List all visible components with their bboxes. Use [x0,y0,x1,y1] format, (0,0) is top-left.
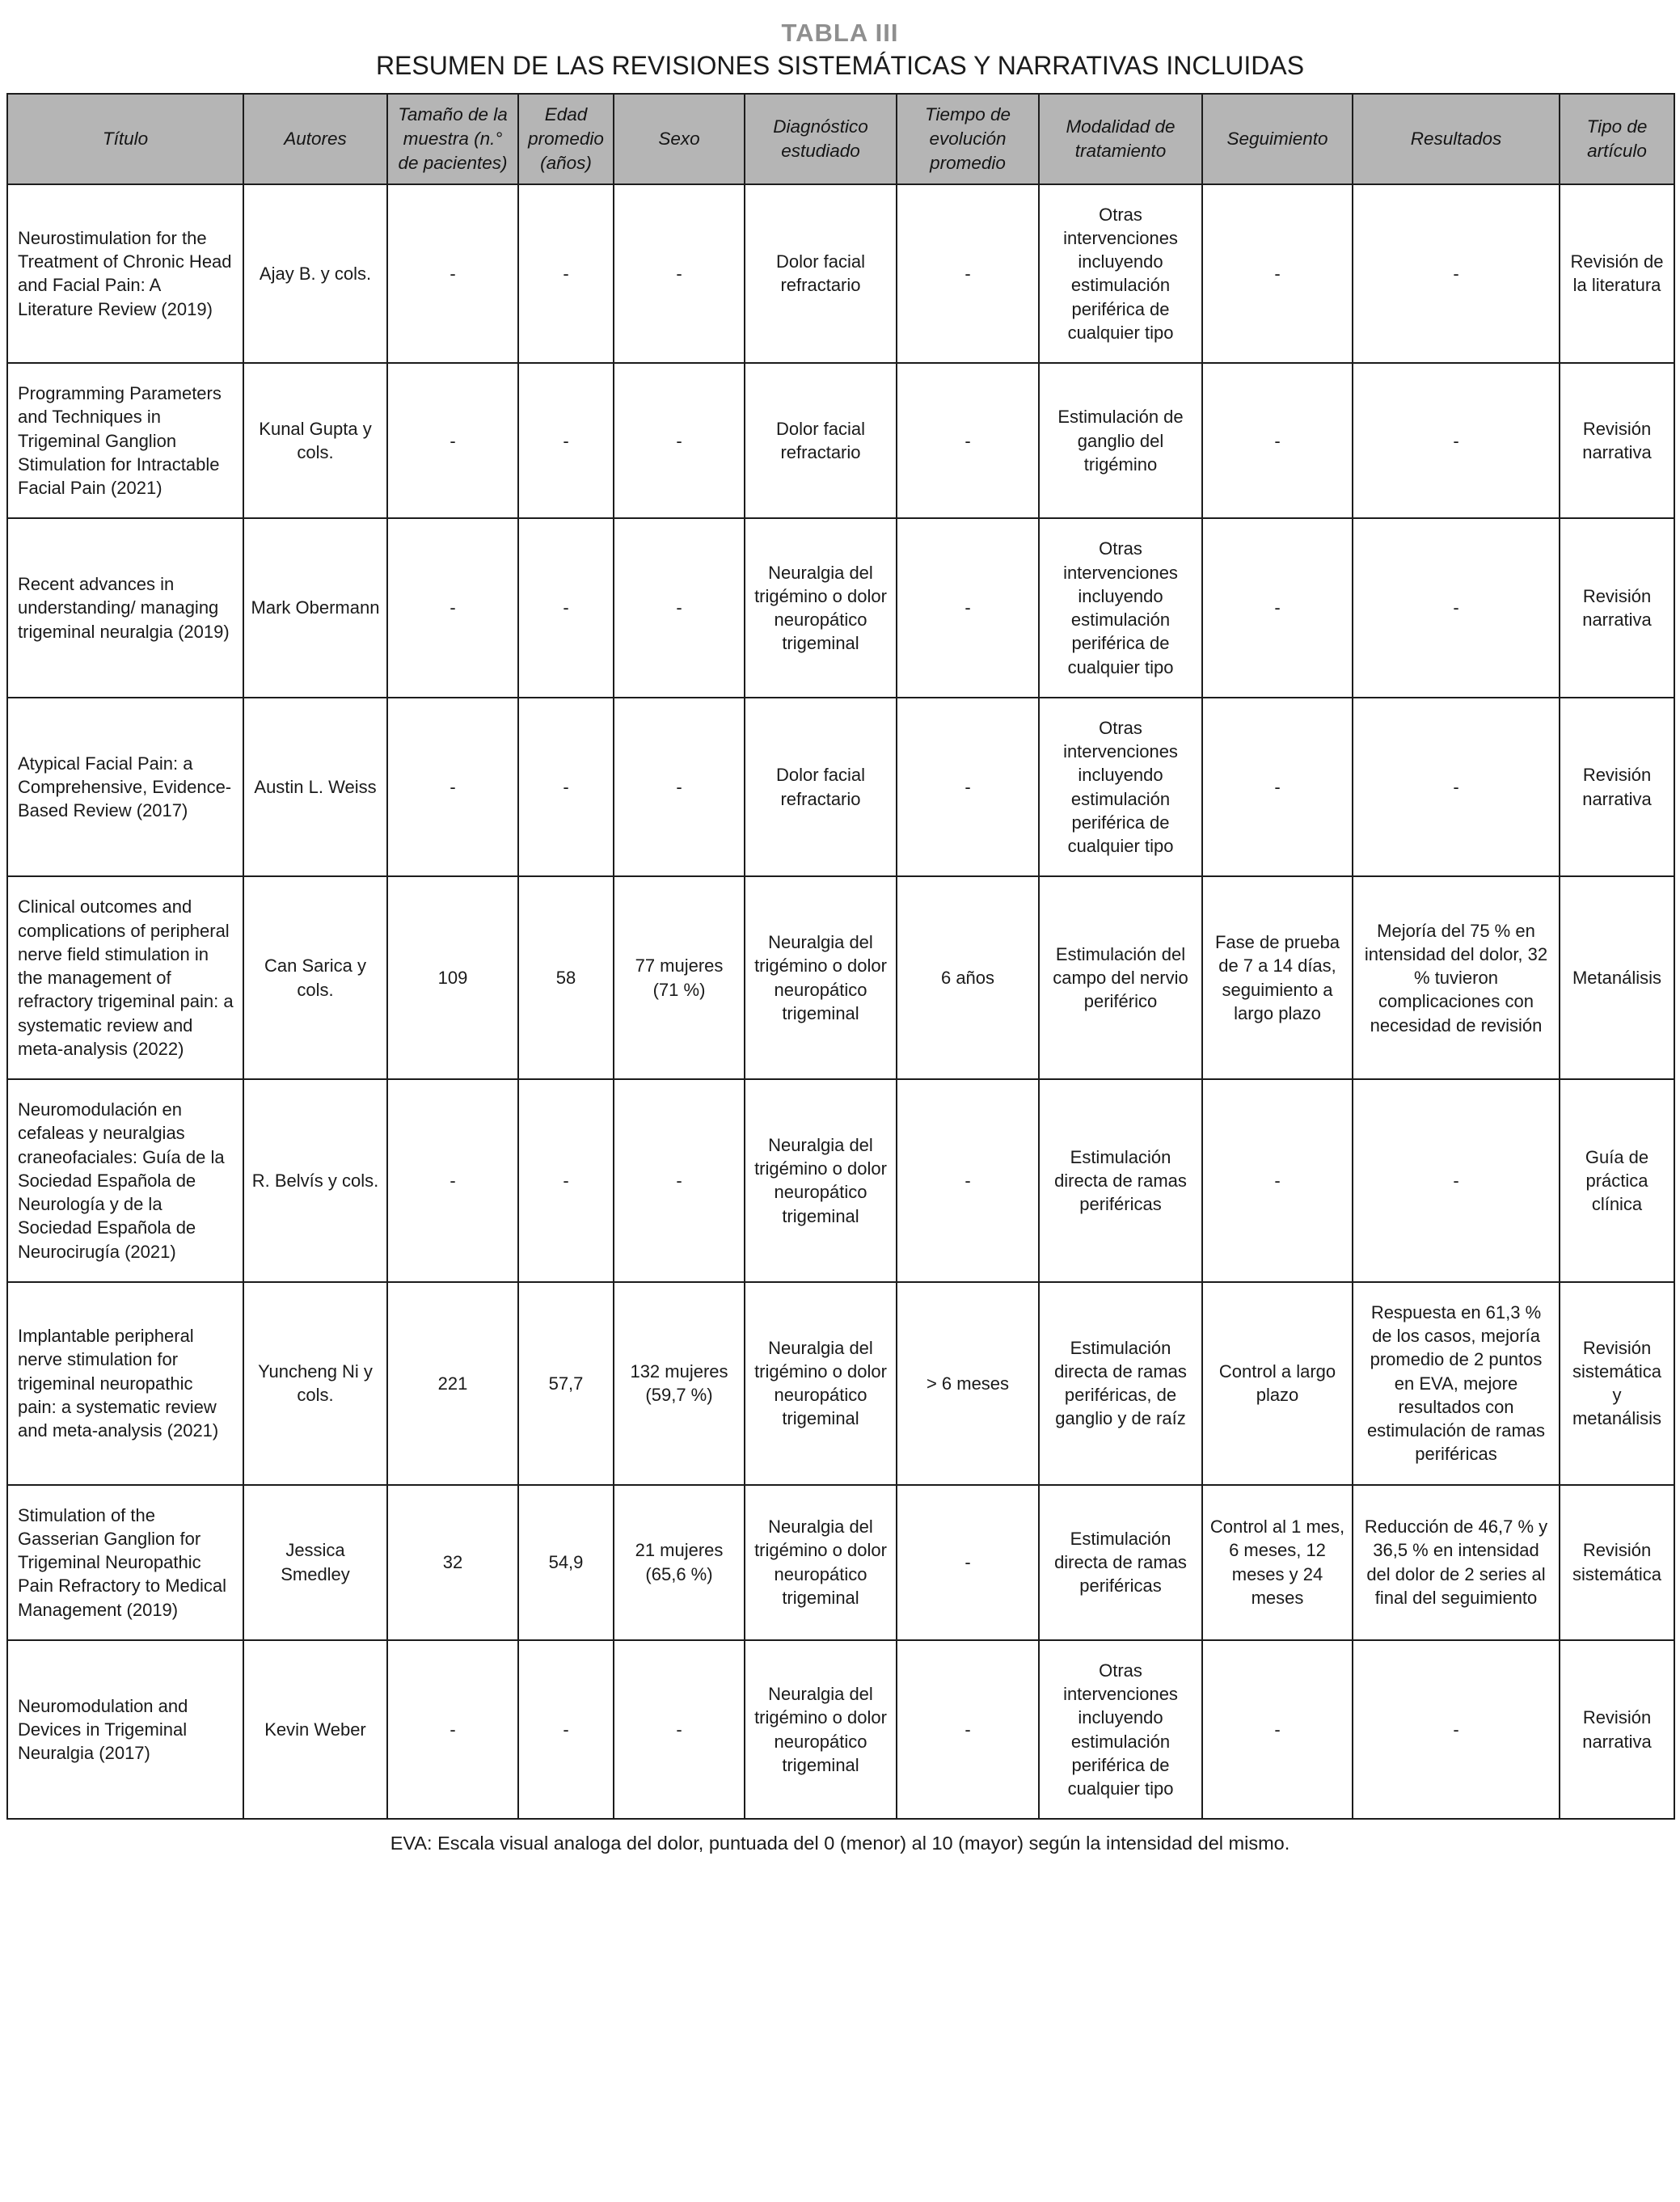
table-cell: Fase de prueba de 7 a 14 días, seguimiento a largo plazo [1202,876,1353,1079]
table-cell: - [1202,184,1353,364]
table-cell: Programming Parameters and Techniques in Trigeminal Ganglion Stimulation for Intractable Facial Pain (2021) [7,363,243,518]
table-cell: Neuralgia del trigémino o dolor neuropático trigeminal [745,1282,897,1485]
table-cell: - [387,1640,518,1820]
table-cell: - [614,363,745,518]
table-cell: - [1202,1079,1353,1282]
table-cell: Austin L. Weiss [243,698,387,877]
table-cell: Control a largo plazo [1202,1282,1353,1485]
column-header: Seguimiento [1202,94,1353,184]
table-cell: Revisión de la literatura [1560,184,1674,364]
table-cell: Kevin Weber [243,1640,387,1820]
table-label: TABLA III [781,19,899,47]
table-cell: - [1353,363,1560,518]
table-cell: 57,7 [518,1282,614,1485]
table-cell: - [387,363,518,518]
title-block [6,18,1674,82]
table-cell: - [897,184,1039,364]
table-cell: Dolor facial refractario [745,698,897,877]
table-cell: Neuralgia del trigémino o dolor neuropático trigeminal [745,1485,897,1640]
table-cell: - [614,518,745,698]
table-cell: Neuromodulation and Devices in Trigeminal Neuralgia (2017) [7,1640,243,1820]
table-cell: Neuralgia del trigémino o dolor neuropático trigeminal [745,1079,897,1282]
table-cell: R. Belvís y cols. [243,1079,387,1282]
table-cell: Otras intervenciones incluyendo estimulación periférica de cualquier tipo [1039,184,1202,364]
table-cell: Otras intervenciones incluyendo estimulación periférica de cualquier tipo [1039,1640,1202,1820]
table-cell: - [1353,184,1560,364]
table-cell: - [518,518,614,698]
table-cell: Stimulation of the Gasserian Ganglion for Trigeminal Neuropathic Pain Refractory to Medical Management (2019) [7,1485,243,1640]
table-row [7,698,1674,877]
table-cell: - [897,1640,1039,1820]
footnote: EVA: Escala visual analoga del dolor, puntuada del 0 (menor) al 10 (mayor) según la intensidad del mismo. [390,1833,1290,1854]
table-cell: Revisión narrativa [1560,698,1674,877]
column-header: Resultados [1353,94,1560,184]
table-cell: Dolor facial refractario [745,184,897,364]
table-row [7,1485,1674,1640]
table-cell: 21 mujeres (65,6 %) [614,1485,745,1640]
column-header: Tiempo de evolución promedio [897,94,1039,184]
table-cell: - [1353,698,1560,877]
table-cell: - [1353,1640,1560,1820]
table-cell: - [518,363,614,518]
table-cell: - [897,363,1039,518]
table-cell: Otras intervenciones incluyendo estimulación periférica de cualquier tipo [1039,698,1202,877]
table-cell: - [614,1640,745,1820]
table-cell: Can Sarica y cols. [243,876,387,1079]
table-body [7,184,1674,1820]
table-cell: Metanálisis [1560,876,1674,1079]
table-cell: Atypical Facial Pain: a Comprehensive, Evidence-Based Review (2017) [7,698,243,877]
table-cell: Estimulación directa de ramas periféricas [1039,1485,1202,1640]
table-cell: - [387,1079,518,1282]
table-cell: - [387,698,518,877]
table-cell: 109 [387,876,518,1079]
table-cell: Estimulación del campo del nervio periférico [1039,876,1202,1079]
table-cell: Reducción de 46,7 % y 36,5 % en intensidad del dolor de 2 series al final del seguimiento [1353,1485,1560,1640]
table-cell: - [518,1079,614,1282]
table-cell: Mark Obermann [243,518,387,698]
header-row [7,94,1674,184]
table-cell: - [387,518,518,698]
column-header: Edad promedio (años) [518,94,614,184]
table-cell: Revisión narrativa [1560,363,1674,518]
table-cell: 32 [387,1485,518,1640]
table-cell: Mejoría del 75 % en intensidad del dolor, 32 % tuvieron complicaciones con necesidad de revisión [1353,876,1560,1079]
table-cell: - [897,1079,1039,1282]
table-cell: Neuromodulación en cefaleas y neuralgias craneofaciales: Guía de la Sociedad Española de Neurología y de la Sociedad Española de Neurocirugía (2021) [7,1079,243,1282]
column-header: Sexo [614,94,745,184]
table-title: RESUMEN DE LAS REVISIONES SISTEMÁTICAS Y NARRATIVAS INCLUIDAS [375,50,1305,80]
table-cell: Recent advances in understanding/ managing trigeminal neuralgia (2019) [7,518,243,698]
table-cell: Ajay B. y cols. [243,184,387,364]
table-cell: - [1202,698,1353,877]
table-cell: Respuesta en 61,3 % de los casos, mejoría promedio de 2 puntos en EVA, mejore resultados con estimulación de ramas periféricas [1353,1282,1560,1485]
table-cell: 77 mujeres (71 %) [614,876,745,1079]
table-cell: 6 años [897,876,1039,1079]
table-cell: Otras intervenciones incluyendo estimulación periférica de cualquier tipo [1039,518,1202,698]
table-cell: Kunal Gupta y cols. [243,363,387,518]
table-cell: Estimulación de ganglio del trigémino [1039,363,1202,518]
table-row [7,363,1674,518]
table-cell: - [614,698,745,877]
table-cell: Clinical outcomes and complications of peripheral nerve field stimulation in the management of refractory trigeminal pain: a systematic review and meta-analysis (2022) [7,876,243,1079]
table-cell: - [897,1485,1039,1640]
table-cell: Revisión sistemática [1560,1485,1674,1640]
table-cell: Jessica Smedley [243,1485,387,1640]
table-cell: - [1202,518,1353,698]
table-cell: - [518,1640,614,1820]
table-cell: Yuncheng Ni y cols. [243,1282,387,1485]
table-cell: Estimulación directa de ramas periféricas [1039,1079,1202,1282]
table-cell: Neuralgia del trigémino o dolor neuropático trigeminal [745,876,897,1079]
table-cell: - [614,184,745,364]
table-row [7,1079,1674,1282]
table-cell: Revisión narrativa [1560,518,1674,698]
table-cell: - [1202,363,1353,518]
table-cell: - [897,698,1039,877]
column-header: Diagnóstico estudiado [745,94,897,184]
table-cell: > 6 meses [897,1282,1039,1485]
table-cell: 221 [387,1282,518,1485]
column-header: Autores [243,94,387,184]
table-header [7,94,1674,184]
table-cell: - [1353,518,1560,698]
table-cell: Dolor facial refractario [745,363,897,518]
column-header: Tipo de artículo [1560,94,1674,184]
table-cell: Estimulación directa de ramas periféricas, de ganglio y de raíz [1039,1282,1202,1485]
column-header: Modalidad de tratamiento [1039,94,1202,184]
table-cell: Implantable peripheral nerve stimulation for trigeminal neuropathic pain: a systematic review and meta-analysis (2021) [7,1282,243,1485]
table-cell: - [387,184,518,364]
table-cell: Neuralgia del trigémino o dolor neuropático trigeminal [745,518,897,698]
table-cell: Neurostimulation for the Treatment of Chronic Head and Facial Pain: A Literature Review (2019) [7,184,243,364]
table-row [7,1282,1674,1485]
column-header: Tamaño de la muestra (n.° de pacientes) [387,94,518,184]
table-cell: - [614,1079,745,1282]
table-cell: 58 [518,876,614,1079]
table-cell: - [1353,1079,1560,1282]
systematic-reviews-summary-table [6,93,1675,1820]
table-cell: - [1202,1640,1353,1820]
table-cell: - [518,184,614,364]
table-cell: Neuralgia del trigémino o dolor neuropático trigeminal [745,1640,897,1820]
table-cell: Revisión sistemática y metanálisis [1560,1282,1674,1485]
table-cell: Control al 1 mes, 6 meses, 12 meses y 24 meses [1202,1485,1353,1640]
table-cell: - [897,518,1039,698]
table-row [7,184,1674,364]
table-row [7,876,1674,1079]
table-cell: Revisión narrativa [1560,1640,1674,1820]
table-cell: 132 mujeres (59,7 %) [614,1282,745,1485]
table-cell: - [518,698,614,877]
table-row [7,1640,1674,1820]
column-header: Título [7,94,243,184]
table-row [7,518,1674,698]
table-cell: 54,9 [518,1485,614,1640]
table-cell: Guía de práctica clínica [1560,1079,1674,1282]
